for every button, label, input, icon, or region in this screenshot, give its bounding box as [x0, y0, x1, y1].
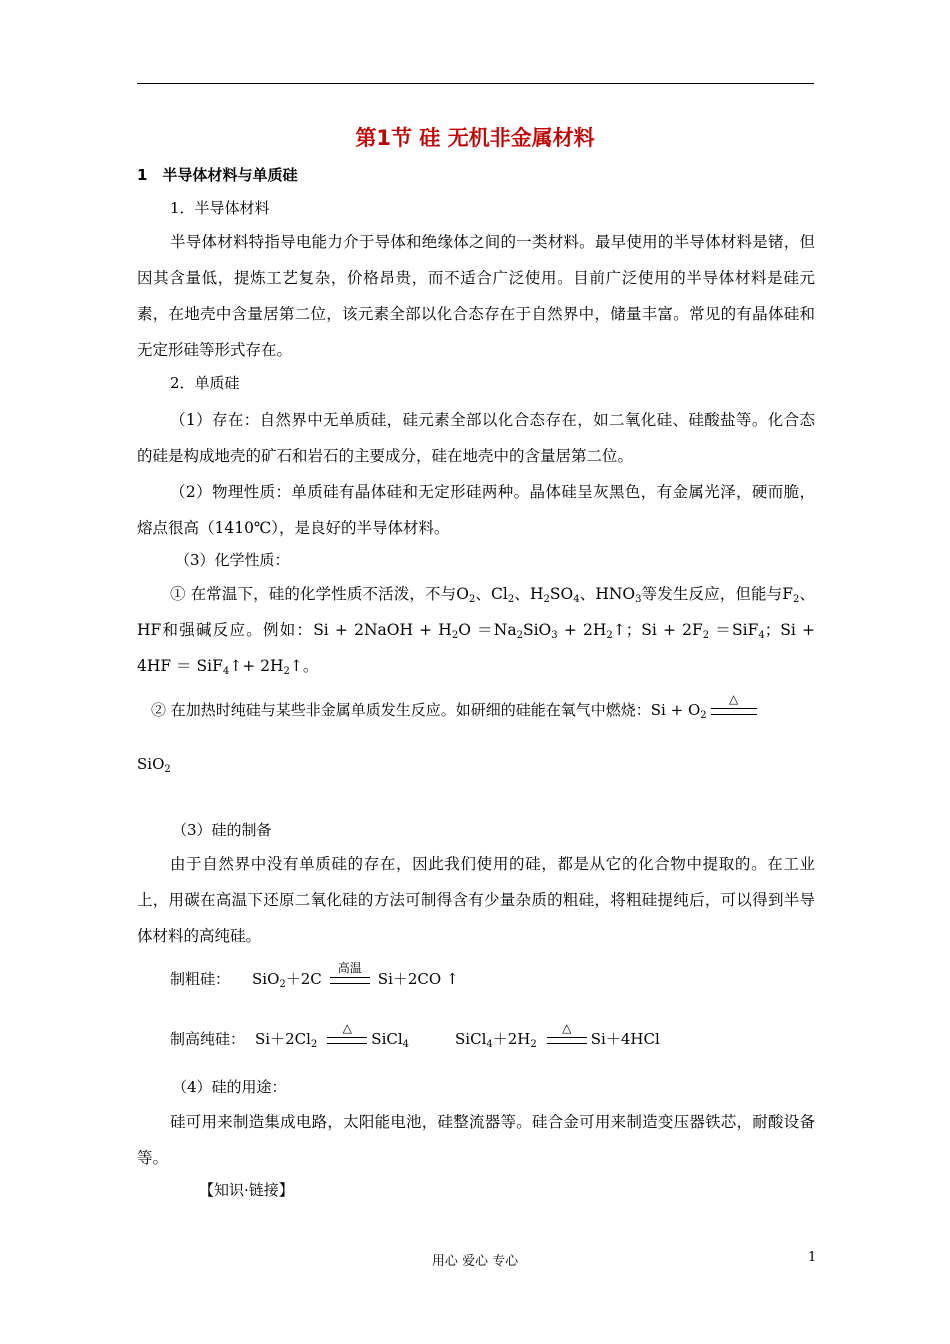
crude-reactants: SiO$_2$＋2C [252, 970, 322, 990]
formula-list: $O_2$、$Cl_2$、$H_2SO_4$、$HNO_3$ [456, 585, 642, 605]
crude-label: 制粗硅： [170, 970, 231, 988]
crude-products: Si＋2CO ↑ [377, 970, 459, 988]
equals-high-temp [330, 960, 370, 984]
crude-silicon-line [170, 960, 459, 990]
page-title: 第1节 硅 无机非金属材料 [355, 126, 595, 150]
pure-label: 制高纯硅： [170, 1030, 246, 1048]
paragraph-semiconductor: 半导体材料特指导电能力介于导体和绝缘体之间的一类材料。最早使用的半导体材料是锗，但因其含量低，提炼工艺复杂，价格昂贵，而不适合广泛使用。目前广泛使用的半导体材料是硅元素，在地壳中含量居第二位，该元素全部以化合态存在于自然界中，储量丰富。常见的有晶体硅和无定形硅等形式存在。 [137, 233, 815, 359]
paragraph-chemical-1 [137, 576, 815, 684]
chem1-tail: 等发生反应，但能与 [641, 585, 783, 603]
paragraph-existence: （1）存在：自然界中无单质硅，硅元素全部以化合态存在，如二氧化硅、硅酸盐等。化合态的硅是构成地壳的矿石和岩石的主要成分，硅在地壳中的含量居第二位。 [137, 411, 815, 465]
subheading-semiconductor: 1．半导体材料 [170, 199, 270, 217]
subheading-preparation: （3）硅的制备 [172, 821, 272, 839]
footer-motto: 用心 爱心 专心 [431, 1254, 519, 1269]
chem1-tail2: 和强碱反应。例如： [161, 621, 314, 639]
pure-silicon-line [170, 1020, 660, 1050]
reaction-naoh: Si + 2NaOH + $H_2O =Na_2SiO_3$ + $2H_2↑$；$Si + 2F_2 =SiF_4$；Si + 4HF ＝ SiF$_4$↑+ $2H_2↑$。 [137, 621, 815, 677]
pure-products-2: Si＋4HCl [590, 1030, 660, 1048]
formula-f2-hf: $F_2$、HF [137, 585, 815, 639]
subheading-uses: （4）硅的用途： [172, 1078, 287, 1096]
section-heading: 1 半导体材料与单质硅 [137, 166, 298, 184]
pure-reactants-1: $Si+2Cl_2$ [255, 1030, 318, 1050]
equals-heated-3 [547, 1020, 587, 1044]
pure-reactants-2: $SiCl_4+2H_2$ [455, 1030, 537, 1050]
product-sio2: SiO$_2$ [137, 755, 171, 775]
header-rule [137, 83, 814, 84]
paragraph-chemical-2 [151, 691, 761, 721]
reaction-oxygen: $Si + O_2$ [650, 701, 707, 721]
subheading-chemical-properties: （3）化学性质： [175, 551, 290, 569]
chem2-text: ② 在加热时纯硅与某些非金属单质发生反应。如研细的硅能在氧气中燃烧： [151, 701, 651, 719]
delta-icon-3: △ [562, 1020, 572, 1035]
paragraph-preparation: 由于自然界中没有单质硅的存在，因此我们使用的硅，都是从它的化合物中提取的。在工业上，用碳在高温下还原二氧化硅的方法可制得含有少量杂质的粗硅，将粗硅提纯后，可以得到半导体材料的高纯硅。 [137, 855, 815, 945]
chem1-text: ① 在常温下，硅的化学性质不活泼，不与 [170, 585, 457, 603]
pure-products-1: SiCl$_4$ [371, 1030, 410, 1050]
paragraph-uses: 硅可用来制造集成电路，太阳能电池，硅整流器等。硅合金可用来制造变压器铁芯，耐酸设备等。 [137, 1113, 815, 1167]
equals-heated [711, 691, 757, 715]
subheading-elemental-silicon: 2．单质硅 [170, 374, 240, 392]
high-temp-condition: 高温 [337, 960, 362, 975]
page-number: 1 [808, 1250, 817, 1265]
delta-icon-2: △ [342, 1020, 352, 1035]
knowledge-link-label: 【知识·链接】 [199, 1181, 294, 1199]
delta-icon: △ [729, 691, 739, 706]
paragraph-physical-properties: （2）物理性质：单质硅有晶体硅和无定形硅两种。晶体硅呈灰黑色，有金属光泽，硬而脆，熔点很高（1410℃），是良好的半导体材料。 [137, 483, 815, 537]
equals-heated-2 [327, 1020, 367, 1044]
